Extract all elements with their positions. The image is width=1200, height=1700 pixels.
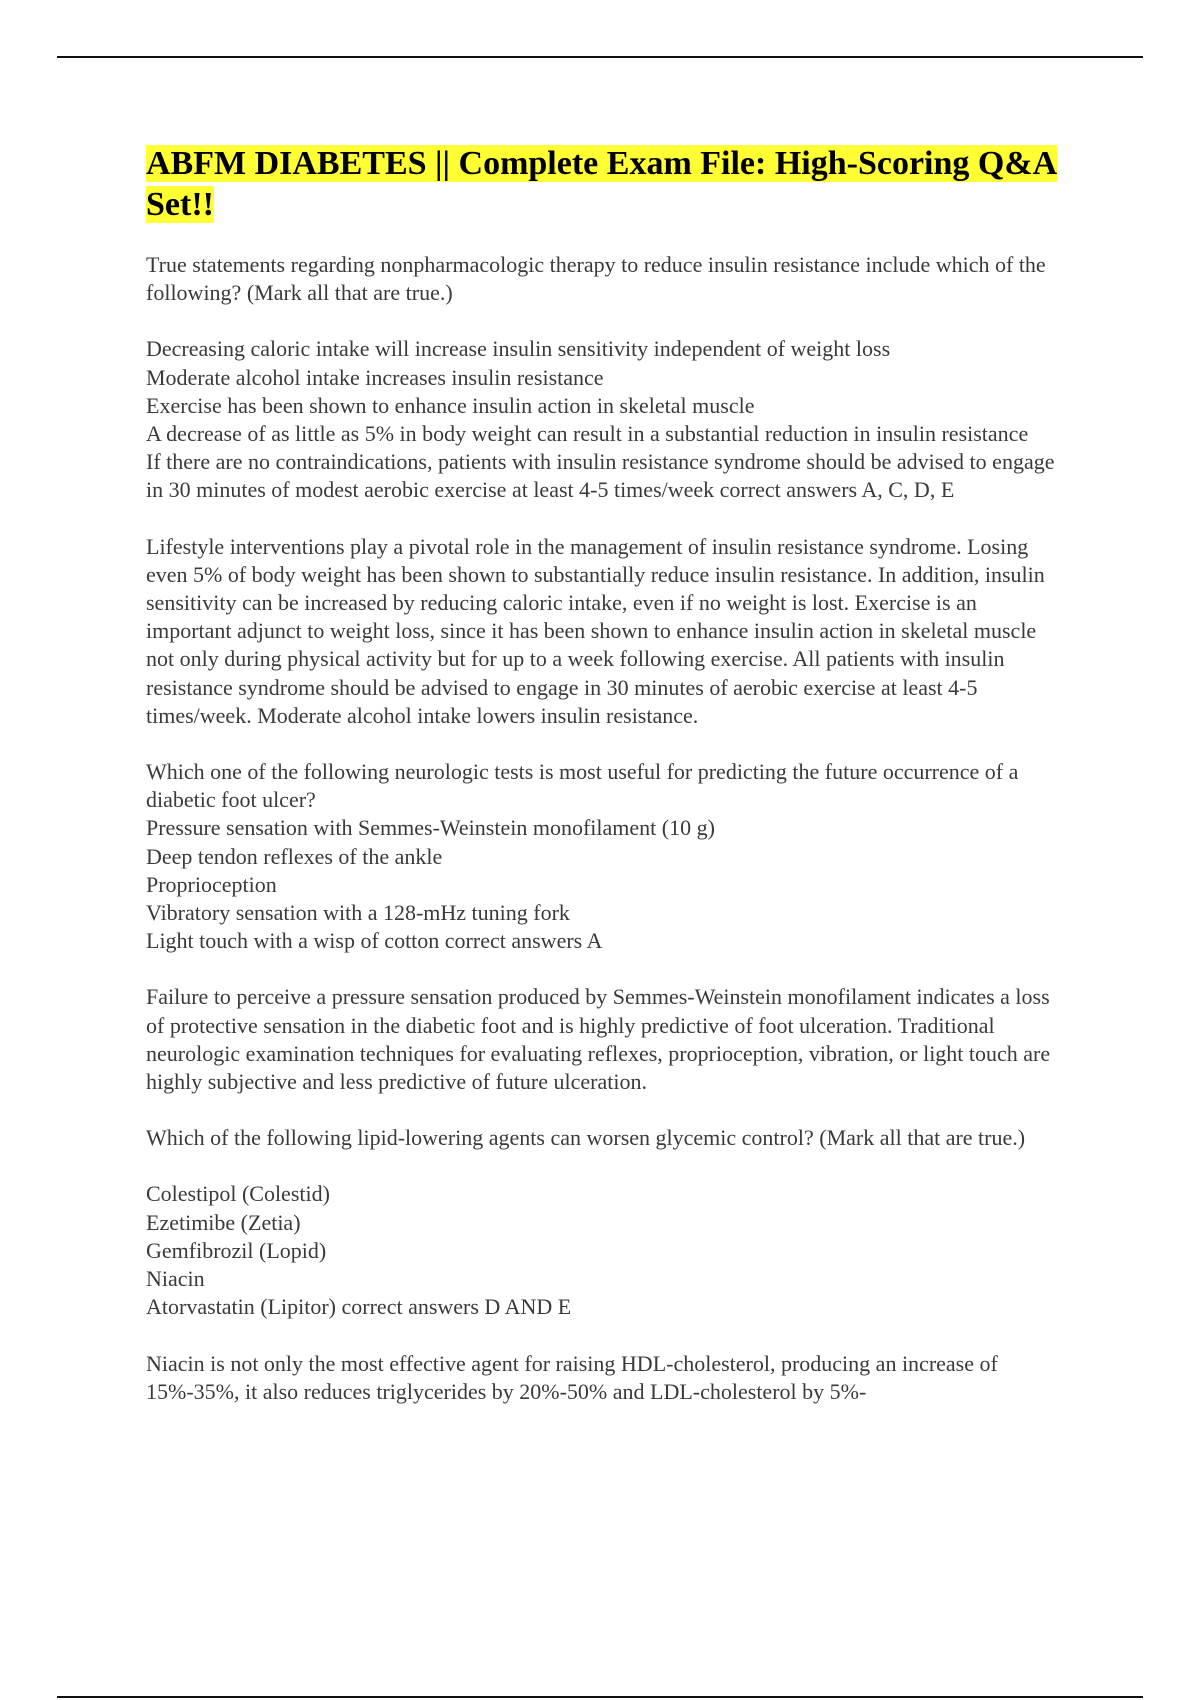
title-block	[146, 143, 1066, 225]
text-line: Failure to perceive a pressure sensation produced by Semmes-Weinstein monofilament indicates a loss of protective sensation in the diabetic foot and is highly predictive of foot ulceration. Traditional neurologic examination techniques for evaluating reflexes, proprioception, vibration, or light touch are highly subjective and less predictive of future ulceration.	[146, 984, 1056, 1095]
paragraph-list	[146, 251, 1066, 1406]
paragraph-spacer	[146, 1152, 1066, 1180]
text-line: Light touch with a wisp of cotton correct answers A	[146, 928, 603, 954]
text-line: Deep tendon reflexes of the ankle	[146, 843, 443, 869]
paragraph-block	[146, 1180, 1066, 1321]
paragraph-spacer	[146, 1322, 1066, 1350]
paragraph-block	[146, 1350, 1066, 1406]
text-line: True statements regarding nonpharmacologic therapy to reduce insulin resistance include which of the following? (Mark all that are true.)	[146, 252, 1052, 306]
document-title-text: ABFM DIABETES || Complete Exam File: High-Scoring Q&A Set!!	[146, 145, 1058, 223]
paragraph-spacer	[146, 1096, 1066, 1124]
paragraph-spacer	[146, 730, 1066, 758]
text-line: Pressure sensation with Semmes-Weinstein monofilament (10 g)	[146, 815, 715, 841]
document-body	[146, 143, 1066, 1406]
paragraph-block	[146, 335, 1066, 504]
text-line: Decreasing caloric intake will increase insulin sensitivity independent of weight loss	[146, 336, 891, 362]
text-line: Which of the following lipid-lowering agents can worsen glycemic control? (Mark all that are true.)	[146, 1125, 1026, 1151]
paragraph-spacer	[146, 955, 1066, 983]
paragraph-block	[146, 251, 1066, 307]
text-line: Ezetimibe (Zetia)	[146, 1209, 301, 1235]
text-line: If there are no contraindications, patients with insulin resistance syndrome should be advised to engage in 30 minutes of modest aerobic exercise at least 4-5 times/week correct answers A, C, D, E	[146, 449, 1060, 503]
paragraph-block	[146, 1124, 1066, 1152]
text-line: Vibratory sensation with a 128-mHz tuning fork	[146, 900, 570, 926]
paragraph-spacer	[146, 505, 1066, 533]
text-line: Moderate alcohol intake increases insulin resistance	[146, 364, 604, 390]
text-line: Gemfibrozil (Lopid)	[146, 1237, 327, 1263]
paragraph-block	[146, 983, 1066, 1096]
text-line: Which one of the following neurologic tests is most useful for predicting the future occurrence of a diabetic foot ulcer?	[146, 759, 1024, 813]
text-line: A decrease of as little as 5% in body weight can result in a substantial reduction in insulin resistance	[146, 421, 1029, 447]
paragraph-spacer	[146, 307, 1066, 335]
text-line: Niacin	[146, 1266, 205, 1292]
text-line: Lifestyle interventions play a pivotal role in the management of insulin resistance syndrome. Losing even 5% of body weight has been shown to substantially reduce insulin resistance. In addition, insulin sensitivity can be increased by reducing caloric intake, even if no weight is lost. Exercise is an important adjunct to weight loss, since it has been shown to enhance insulin action in skeletal muscle not only during physical activity but for up to a week following exercise. All patients with insulin resistance syndrome should be advised to engage in 30 minutes of aerobic exercise at least 4-5 times/week. Moderate alcohol intake lowers insulin resistance.	[146, 533, 1051, 728]
text-line: Colestipol (Colestid)	[146, 1181, 330, 1207]
page-bottom-rule	[57, 1696, 1143, 1698]
paragraph-block	[146, 758, 1066, 955]
text-line: Atorvastatin (Lipitor) correct answers D AND E	[146, 1294, 572, 1320]
text-line: Niacin is not only the most effective agent for raising HDL-cholesterol, producing an increase of 15%-35%, it also reduces triglycerides by 20%-50% and LDL-cholesterol by 5%-	[146, 1350, 1004, 1404]
paragraph-block	[146, 533, 1066, 730]
text-line: Proprioception	[146, 871, 277, 897]
page-top-rule	[57, 56, 1143, 58]
document-title	[146, 143, 1066, 225]
text-line: Exercise has been shown to enhance insulin action in skeletal muscle	[146, 392, 755, 418]
